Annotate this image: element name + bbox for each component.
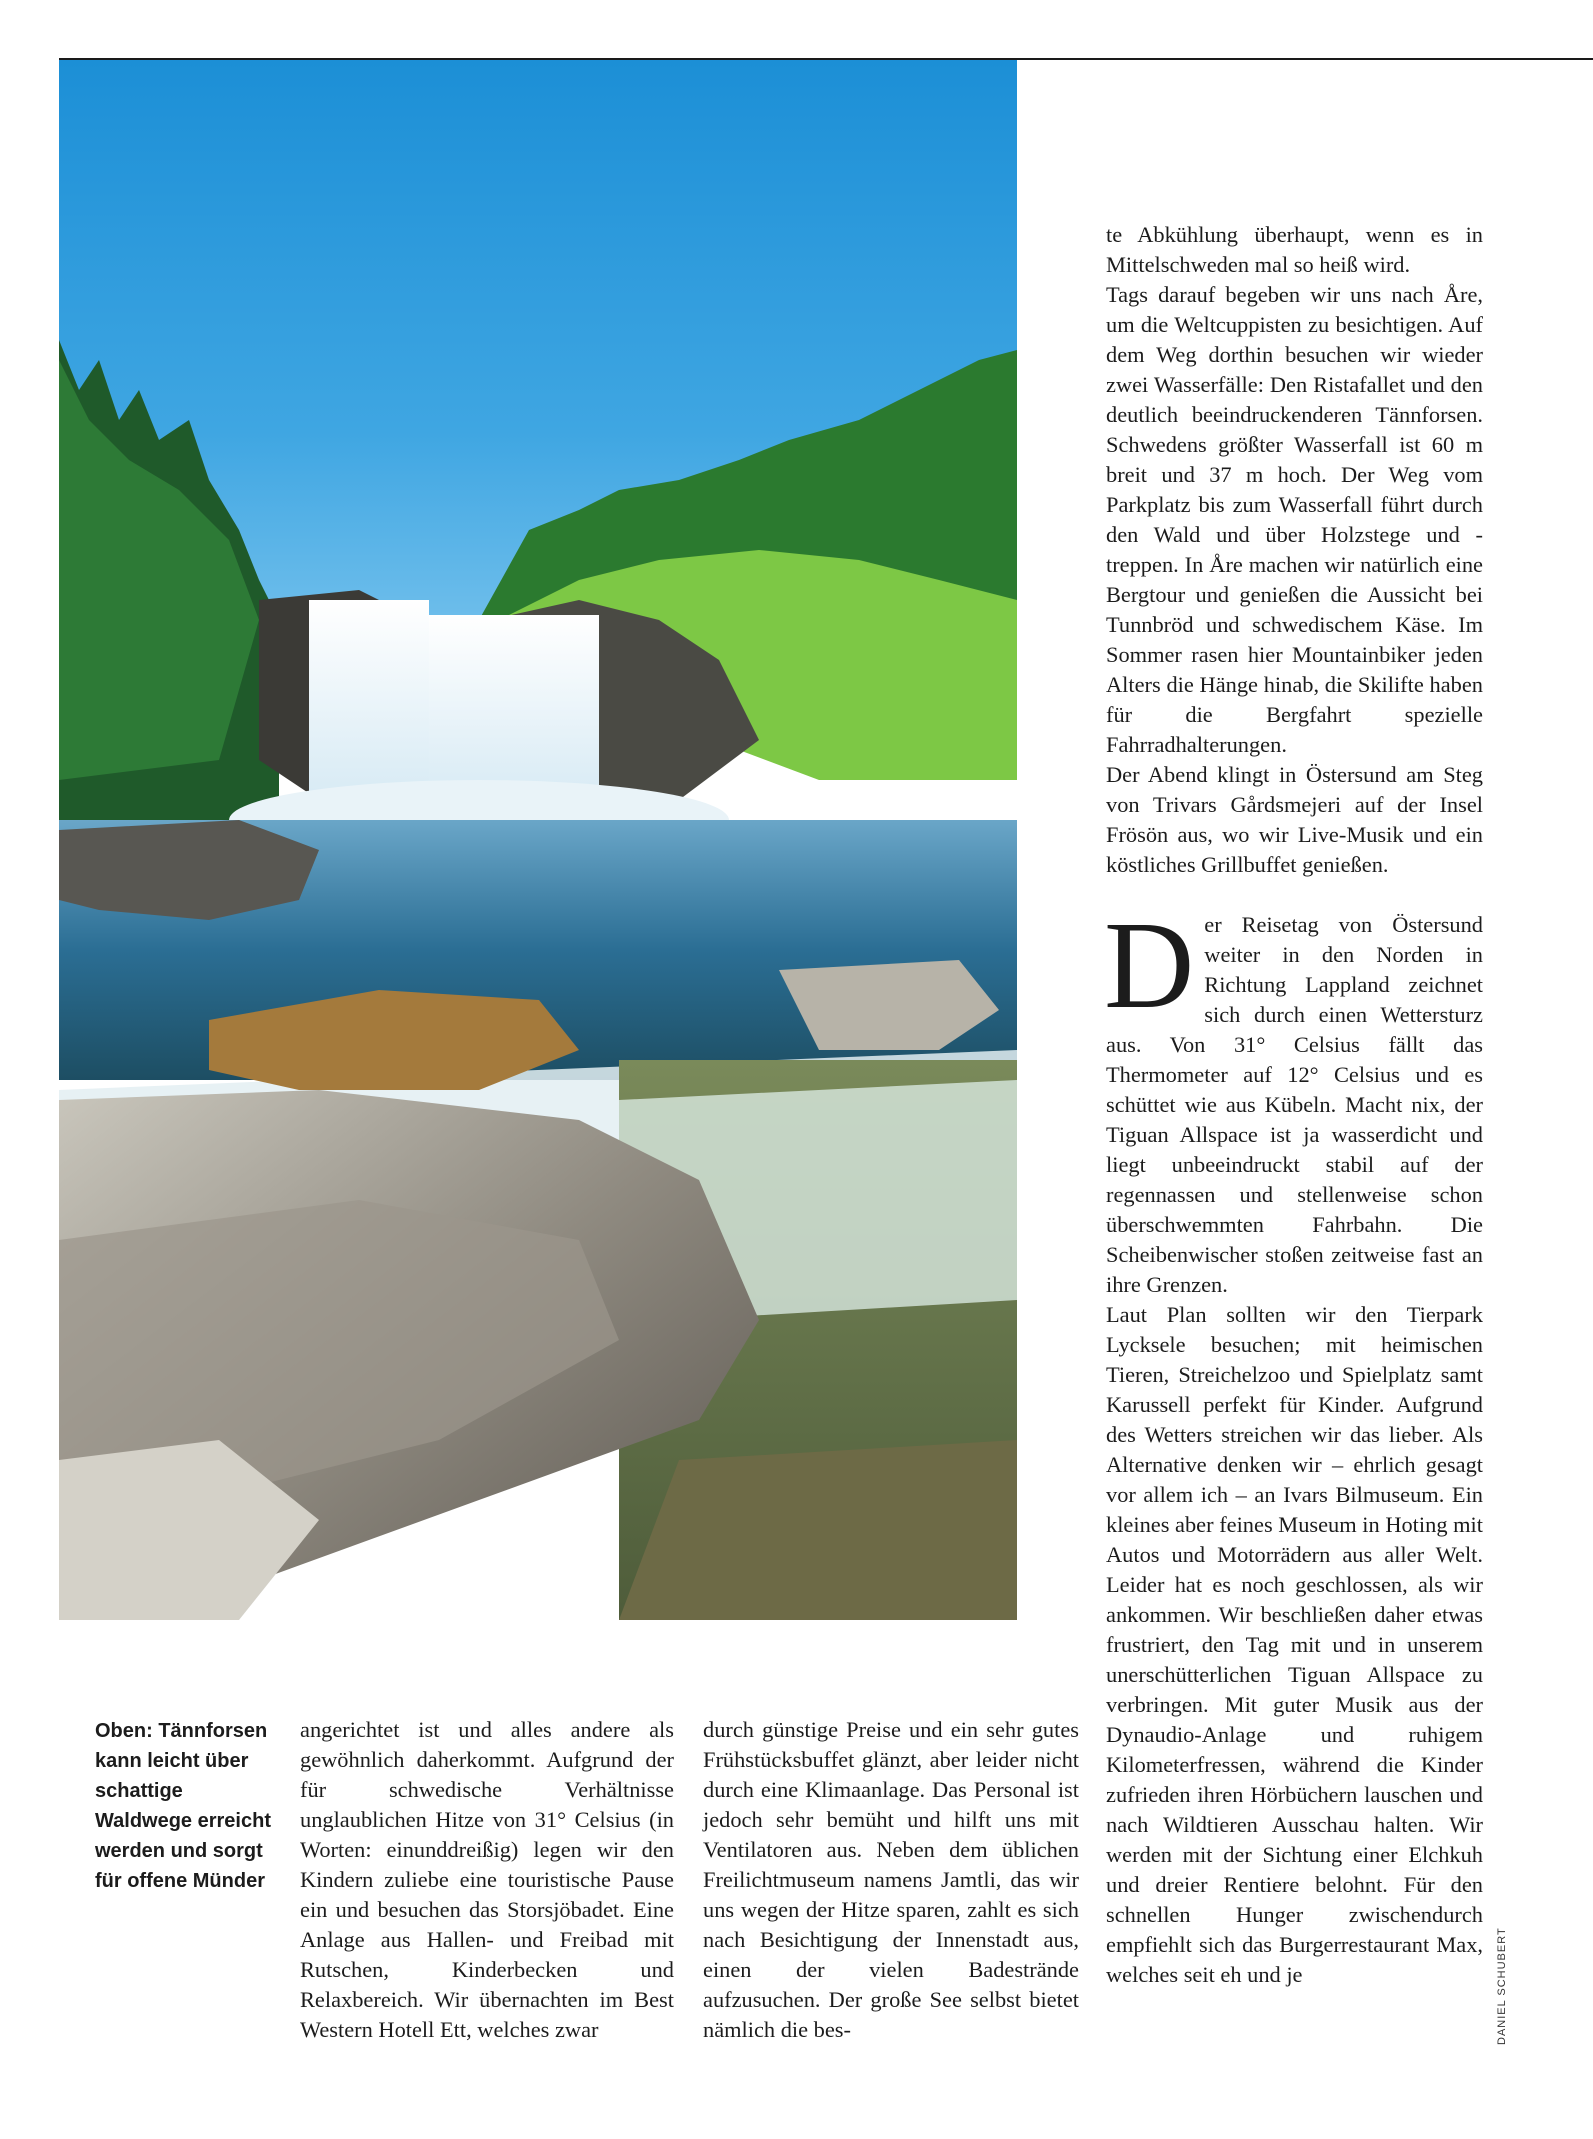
paragraph: Tags darauf begeben wir uns nach Åre, um die Weltcuppisten zu besichtigen. Auf dem Weg dorthin besuchen wir wieder zwei Wasserfälle: Den Ristafallet und den deutlich beeindruckenderen Tännforsen. Schwedens größter Wasserfall ist 60 m breit und 37 m hoch. Der Weg vom Parkplatz bis zum Wasserfall führt durch den Wald und über Holzstege und -treppen. In Åre machen wir natürlich eine Bergtour und genießen die Aussicht bei Tunnbröd und schwedischem Käse. Im Sommer rasen hier Mountainbiker jeden Alters die Hänge hinab, die Skilifte haben für die Bergfahrt spezielle Fahrradhalterungen. (1106, 282, 1483, 757)
paragraph: durch günstige Preise und ein sehr gutes Frühstücksbuffet glänzt, aber leider nicht durch eine Klimaanlage. Das Personal ist jedoch sehr bemüht und hilft uns mit Ventilatoren aus. Neben dem üblichen Freilichtmuseum namens Jamtli, das wir uns wegen der Hitze sparen, zahlt es sich nach Besichtigung der Innenstadt aus, einen der vielen Badestrände aufzusuchen. Der große See selbst bietet nämlich die bes- (703, 1717, 1079, 2042)
article-column-1 (300, 1715, 674, 2045)
waterfall-photo (59, 60, 1017, 1620)
drop-cap: D (1104, 897, 1195, 1035)
paragraph-text: er Reisetag von Östersund weiter in den Norden in Richtung Lappland zeichnet sich durch einen Wettersturz aus. Von 31° Celsius fällt das Thermometer auf 12° Celsius und es schüttet wie aus Kübeln. Macht nix, der Tiguan Allspace ist ja wasserdicht und liegt unbeeindruckt stabil auf der regennassen und stellenweise schon überschwemmten Fahrbahn. Die Scheibenwischer stoßen zeitweise fast an ihre Grenzen. (1106, 912, 1483, 1297)
article-column-2 (703, 1715, 1079, 2045)
paragraph: angerichtet ist und alles andere als gewöhnlich daherkommt. Aufgrund der für schwedische Verhältnisse unglaublichen Hitze von 31° Celsius (in Worten: einunddreißig) legen wir den Kindern zuliebe eine touristische Pause ein und besuchen das Storsjöbadet. Eine Anlage aus Hallen- und Freibad mit Rutschen, Kinderbecken und Relaxbereich. Wir übernachten im Best Western Hotell Ett, welches zwar (300, 1717, 674, 2042)
article-column-3 (1106, 220, 1483, 1990)
photo-caption: Oben: Tännforsen kann leicht über schattige Waldwege erreicht werden und sorgt für offene Münder (95, 1720, 271, 1892)
paragraph: te Abkühlung überhaupt, wenn es in Mittelschweden mal so heiß wird. (1106, 222, 1483, 277)
section-start-paragraph (1104, 897, 1483, 1300)
photo-credit: DANIEL SCHUBERT (1496, 1927, 1508, 2045)
paragraph: Laut Plan sollten wir den Tierpark Lycksele besuchen; mit heimischen Tieren, Streichelzoo und Spielplatz samt Karussell perfekt für Kinder. Aufgrund des Wetters streichen wir das lieber. Als Alternative denken wir – ehrlich gesagt vor allem ich – an Ivars Bilmuseum. Ein kleines aber feines Museum in Hoting mit Autos und Motorrädern aus aller Welt. Leider hat es noch geschlossen, als wir ankommen. Wir beschließen daher etwas frustriert, den Tag mit und in unserem unerschütterlichen Tiguan Allspace zu verbringen. Mit guter Musik aus der Dynaudio-Anlage und ruhigem Kilometerfressen, während die Kinder zufrieden ihren Hörbüchern lauschen und nach Wildtieren Ausschau halten. Wir werden mit der Sichtung einer Elchkuh und dreier Rentiere belohnt. Für den schnellen Hunger zwischendurch empfiehlt sich das Burgerrestaurant Max, welches seit eh und je (1106, 1302, 1483, 1987)
paragraph: Der Abend klingt in Östersund am Steg von Trivars Gårdsmejeri auf der Insel Frösön aus, wo wir Live-Musik und ein köstliches Grillbuffet genießen. (1106, 762, 1483, 877)
